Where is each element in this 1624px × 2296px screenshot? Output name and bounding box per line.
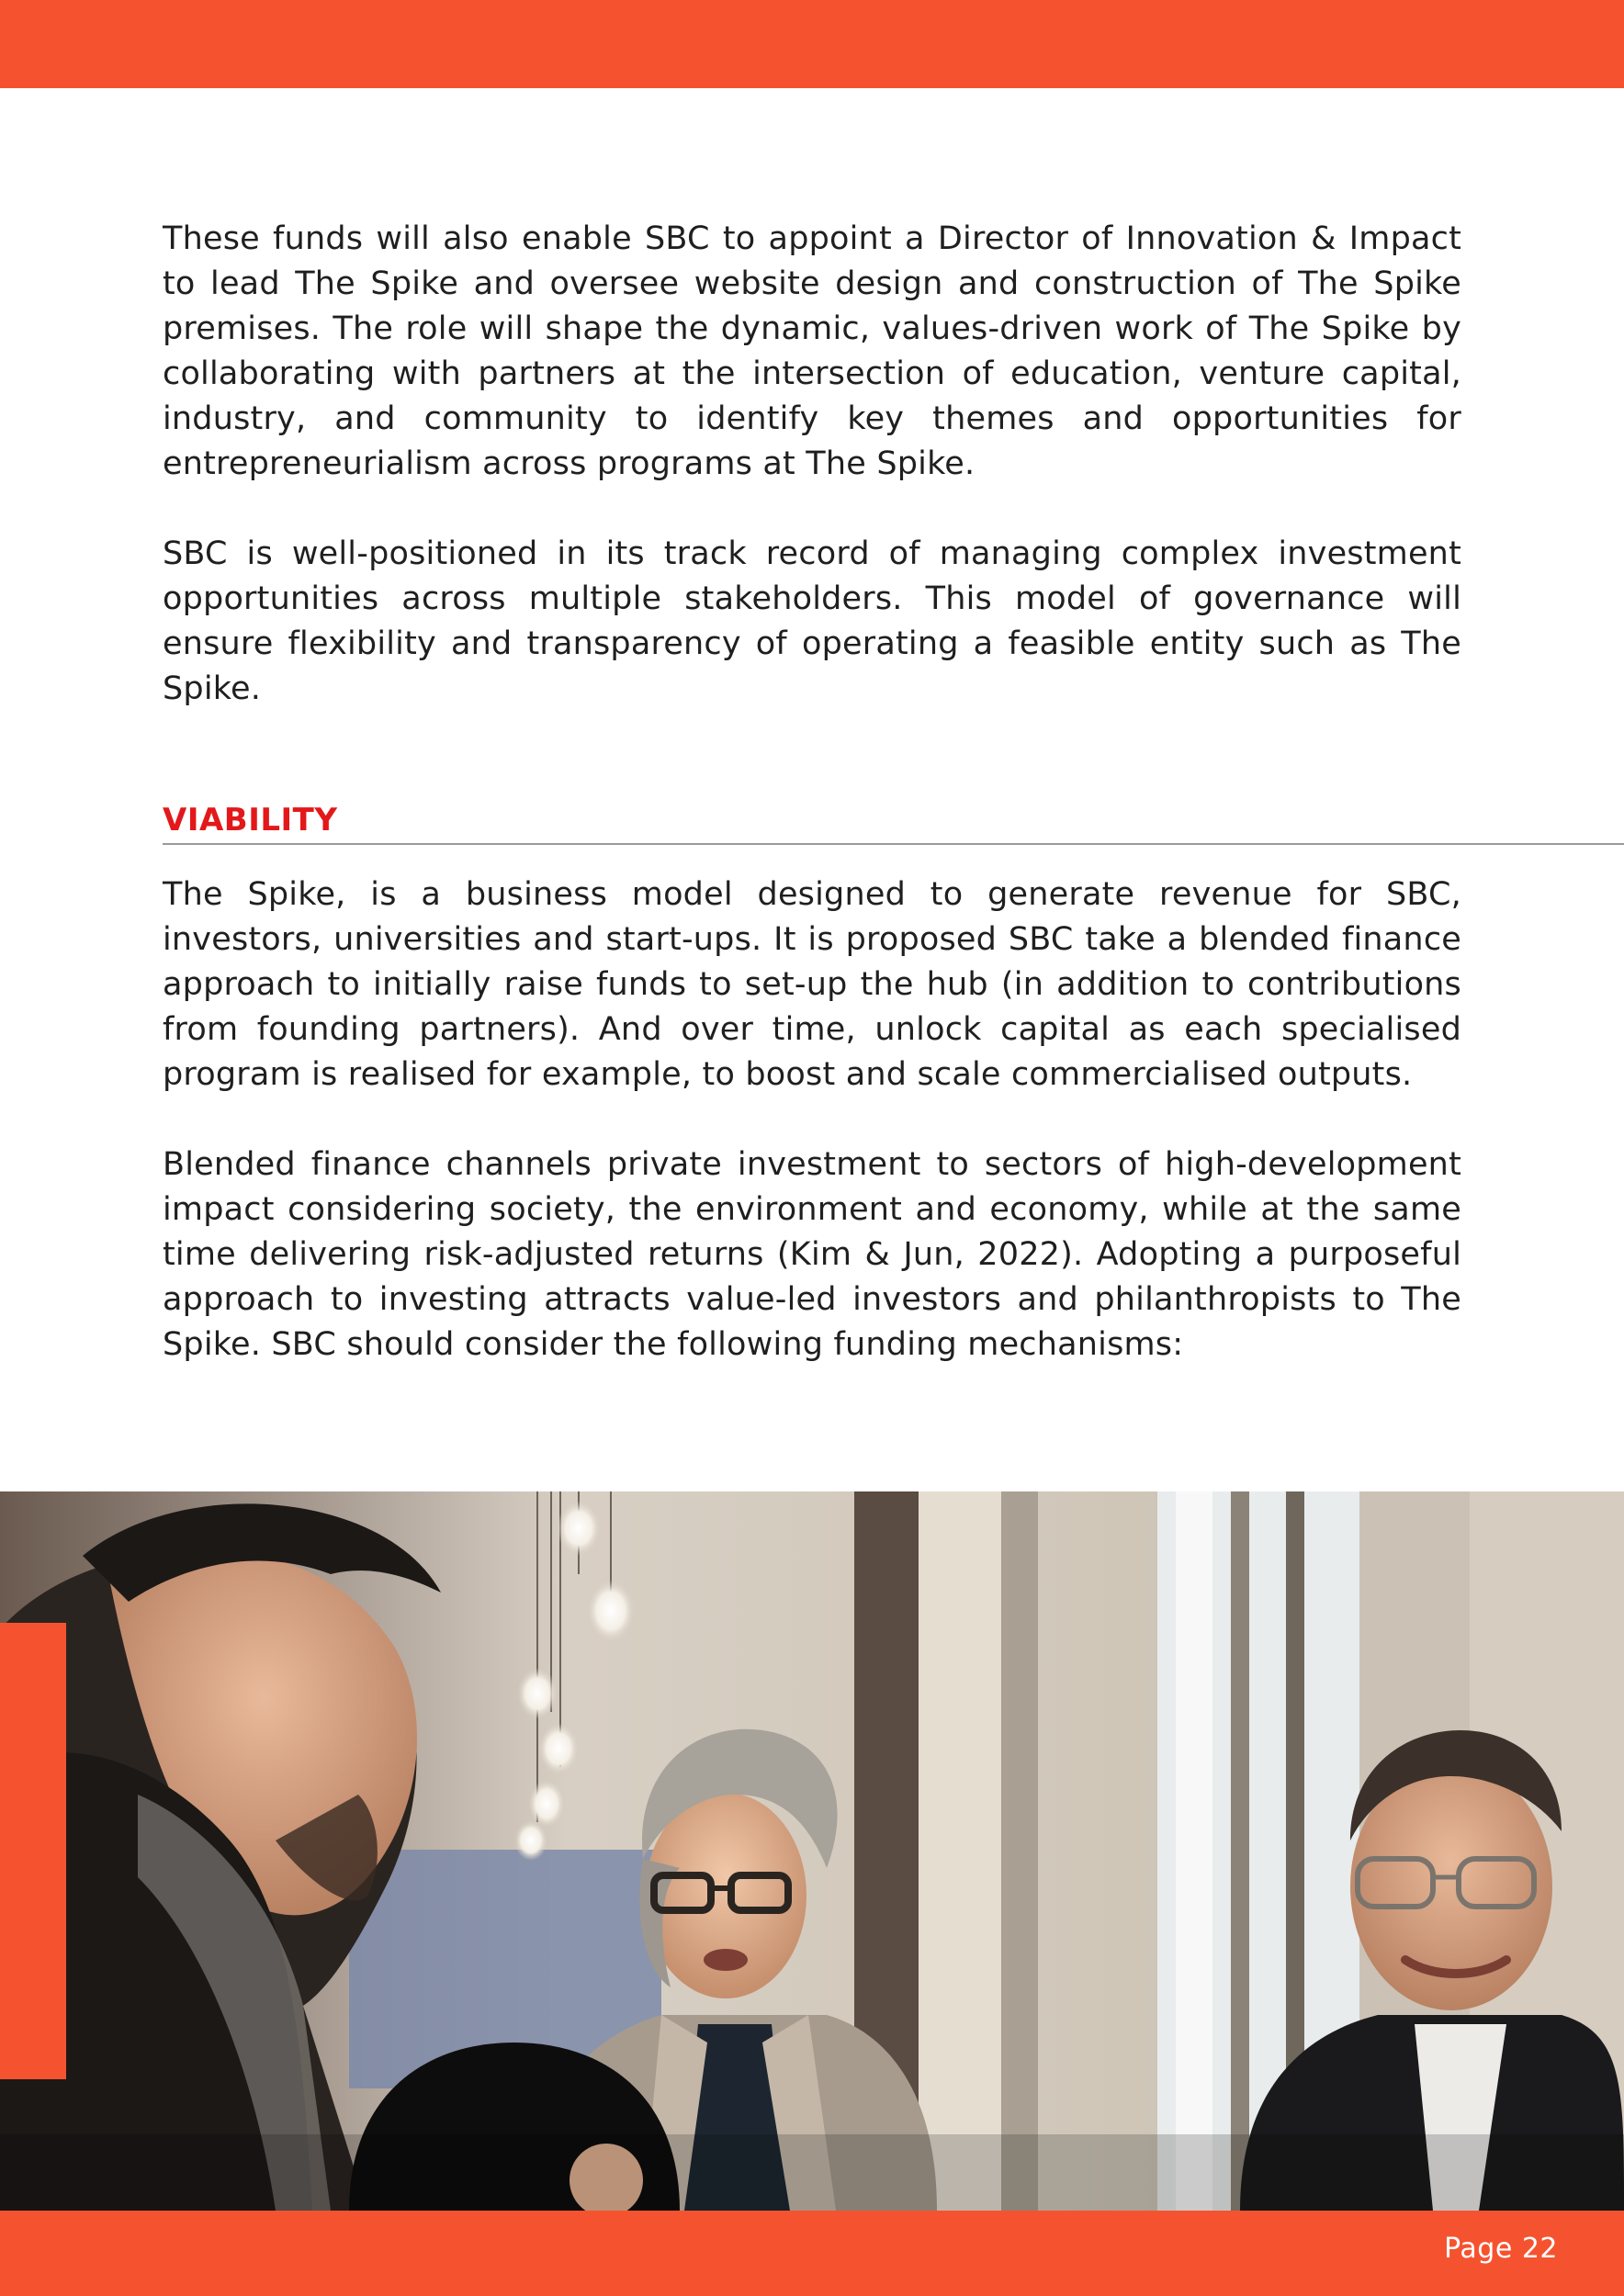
intro-paragraph-1: These funds will also enable SBC to appoint a Director of Innovation & Impact to lead The Spike and oversee website design and construction of The Spike premises. The role will shape the dynamic, values-driven work of The Spike by collaborating with partners at the intersection of education, venture capital, industry, and community to identify key themes and opportunities for entrepreneurialism across programs at The Spike. [163, 220, 1461, 482]
viability-heading: VIABILITY [163, 802, 338, 838]
section-divider [163, 843, 1624, 845]
photo-icon [0, 1491, 1624, 2211]
viability-section [163, 872, 1461, 1367]
intro-paragraph-2: SBC is well-positioned in its track record of managing complex investment opportunities across multiple stakeholders. This model of governance will ensure flexibility and transparency of operating a feasible entity such as The Spike. [163, 535, 1461, 707]
meeting-photo [0, 1491, 1624, 2211]
top-color-band [0, 0, 1624, 88]
intro-section [163, 217, 1461, 712]
viability-paragraph-2: Blended finance channels private investment to sectors of high-development impact considering society, the environment and economy, while at the same time delivering risk-adjusted returns (Kim & Jun, 2022). Adopting a purposeful approach to investing attracts value-led investors and philanthropists to The Spike. SBC should consider the following funding mechanisms: [163, 1146, 1461, 1363]
left-accent-strip [0, 1623, 66, 2079]
page-number: Page 22 [1444, 2233, 1558, 2265]
viability-paragraph-1: The Spike, is a business model designed to generate revenue for SBC, investors, universities and start-ups. It is proposed SBC take a blended finance approach to initially raise funds to set-up the hub (in addition to contributions from founding partners). And over time, unlock capital as each specialised program is realised for example, to boost and scale commercialised outputs. [163, 876, 1461, 1093]
footer-band [0, 2211, 1624, 2296]
